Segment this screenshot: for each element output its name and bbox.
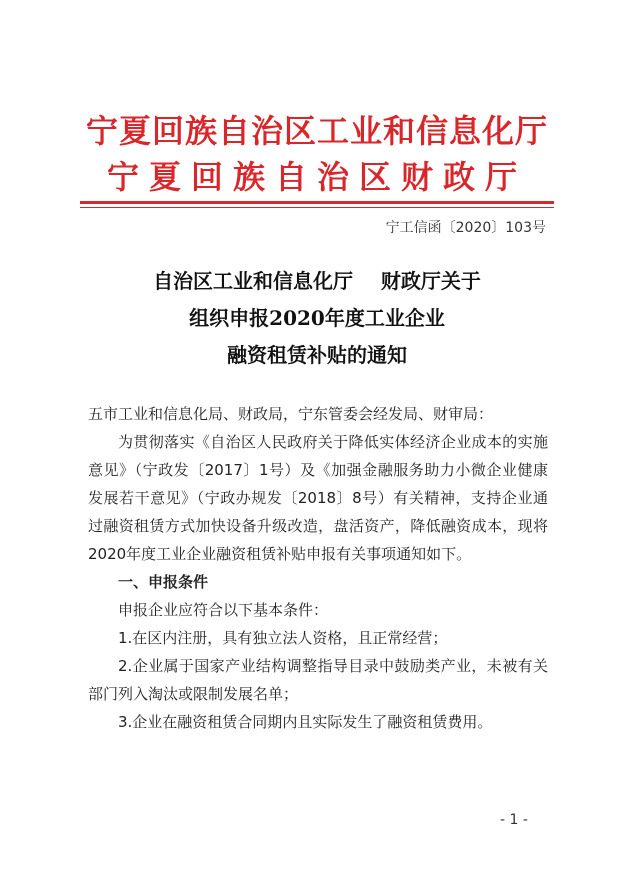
- document-number: 宁工信函〔2020〕103号: [385, 220, 546, 236]
- header-red-rule-thin: [80, 207, 554, 208]
- notice-title-line3: 融资租赁补贴的通知: [227, 343, 407, 367]
- header-red-rule-thick: [80, 201, 554, 204]
- section-heading-conditions: 一、申报条件: [118, 573, 209, 591]
- notice-body: [88, 400, 548, 736]
- condition-item-3: 3.企业在融资租赁合同期内且实际发生了融资租赁费用。: [118, 713, 493, 731]
- recipients: 五市工业和信息化局、财政局，宁东管委会经发局、财审局：: [88, 405, 494, 423]
- conditions-lead: 申报企业应符合以下基本条件：: [118, 601, 329, 619]
- condition-item-2: 2.企业属于国家产业结构调整指导目录中鼓励类产业，未被有关部门列入淘汰或限制发展名单；: [88, 657, 548, 703]
- page-number: - 1 -: [500, 812, 528, 828]
- notice-title-line1: 自治区工业和信息化厅 财政厅关于: [153, 269, 481, 293]
- issuer-name-line2: 宁夏回族自治区财政厅: [106, 158, 527, 196]
- condition-item-1: 1.在区内注册，具有独立法人资格，且正常经营；: [118, 629, 448, 647]
- notice-title-line2: 组织申报2020年度工业企业: [189, 306, 445, 330]
- issuer-name-line1: 宁夏回族自治区工业和信息化厅: [85, 112, 548, 150]
- intro-paragraph: 为贯彻落实《自治区人民政府关于降低实体经济企业成本的实施意见》（宁政发〔2017〕1号）及《加强金融服务助力小微企业健康发展若干意见》（宁政办规发〔2018〕8号）有关精神，支持企业通过融资租赁方式加快设备升级改造，盘活资产，降低融资成本，现将2020年度工业企业融资租赁补贴申报有关事项通知如下。: [88, 433, 548, 563]
